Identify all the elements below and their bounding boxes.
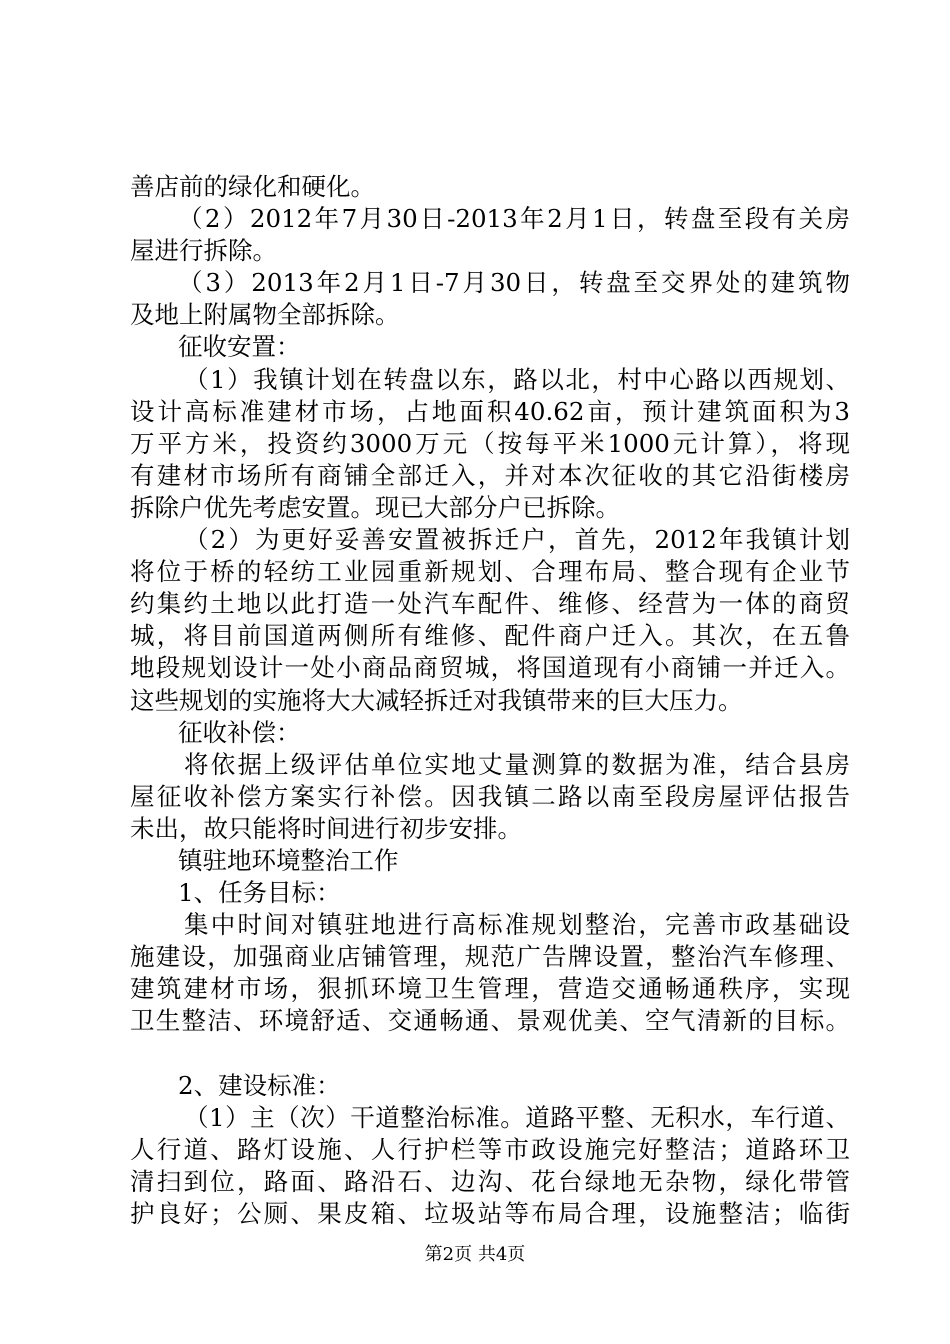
text-line: 设计高标准建材市场，占地面积40.62亩，预计建筑面积为3: [130, 396, 850, 426]
section-heading: 征收补偿：: [178, 717, 301, 747]
text-line: 建筑建材市场，狠抓环境卫生管理，营造交通畅通秩序，实现: [130, 974, 850, 1004]
section-heading: 2、建设标准：: [178, 1070, 341, 1100]
text-line: 卫生整洁、环境舒适、交通畅通、景观优美、空气清新的目标。: [130, 1006, 850, 1036]
text-line: 约集约土地以此打造一处汽车配件、维修、经营为一体的商贸: [130, 589, 850, 619]
text-line: 未出，故只能将时间进行初步安排。: [130, 813, 522, 843]
section-heading: 1、任务目标：: [178, 878, 341, 908]
text-line: （1）主（次）干道整治标准。道路平整、无积水，车行道、: [184, 1102, 850, 1132]
section-heading: 镇驻地环境整治工作: [178, 845, 399, 875]
text-line: 集中时间对镇驻地进行高标准规划整治，完善市政基础设: [184, 910, 850, 940]
section-heading: 征收安置：: [178, 332, 301, 362]
text-line: 善店前的绿化和硬化。: [130, 172, 375, 201]
text-line: 拆除户优先考虑安置。现已大部分户已拆除。: [130, 492, 620, 522]
document-body: [130, 171, 850, 1230]
text-line: 清扫到位，路面、路沿石、边沟、花台绿地无杂物，绿化带管: [130, 1166, 850, 1196]
text-line: 及地上附属物全部拆除。: [130, 300, 400, 330]
text-line: 将依据上级评估单位实地丈量测算的数据为准，结合县房: [184, 749, 850, 779]
text-line: （3）2013年2月1日-7月30日，转盘至交界处的建筑物: [178, 268, 850, 298]
text-line: 施建设，加强商业店铺管理，规范广告牌设置，整治汽车修理、: [130, 942, 850, 972]
text-line: 这些规划的实施将大大减轻拆迁对我镇带来的巨大压力。: [130, 685, 743, 715]
text-line: （1）我镇计划在转盘以东，路以北，村中心路以西规划、: [184, 364, 850, 394]
text-line: （2）为更好妥善安置被拆迁户，首先，2012年我镇计划: [184, 525, 850, 555]
text-line: 地段规划设计一处小商品商贸城，将国道现有小商铺一并迁入。: [130, 653, 850, 683]
page-number-footer: 第2页 共4页: [424, 1244, 526, 1265]
text-line: 将位于桥的轻纺工业园重新规划、合理布局、整合现有企业节: [130, 557, 850, 587]
text-line: 护良好；公厕、果皮箱、垃圾站等布局合理，设施整洁；临街: [130, 1199, 850, 1228]
text-line: 万平方米，投资约3000万元（按每平米1000元计算），将现: [130, 428, 850, 458]
text-line: 有建材市场所有商铺全部迁入，并对本次征收的其它沿街楼房: [130, 460, 850, 490]
blank-line: [130, 1038, 850, 1070]
text-line: 屋进行拆除。: [130, 236, 277, 266]
text-line: （2）2012年7月30日-2013年2月1日，转盘至段有关房: [178, 204, 850, 234]
text-line: 屋征收补偿方案实行补偿。因我镇二路以南至段房屋评估报告: [130, 781, 850, 811]
text-line: 城，将目前国道两侧所有维修、配件商户迁入。其次，在五鲁: [130, 621, 850, 651]
text-line: 人行道、路灯设施、人行护栏等市政设施完好整洁；道路环卫: [130, 1134, 850, 1164]
